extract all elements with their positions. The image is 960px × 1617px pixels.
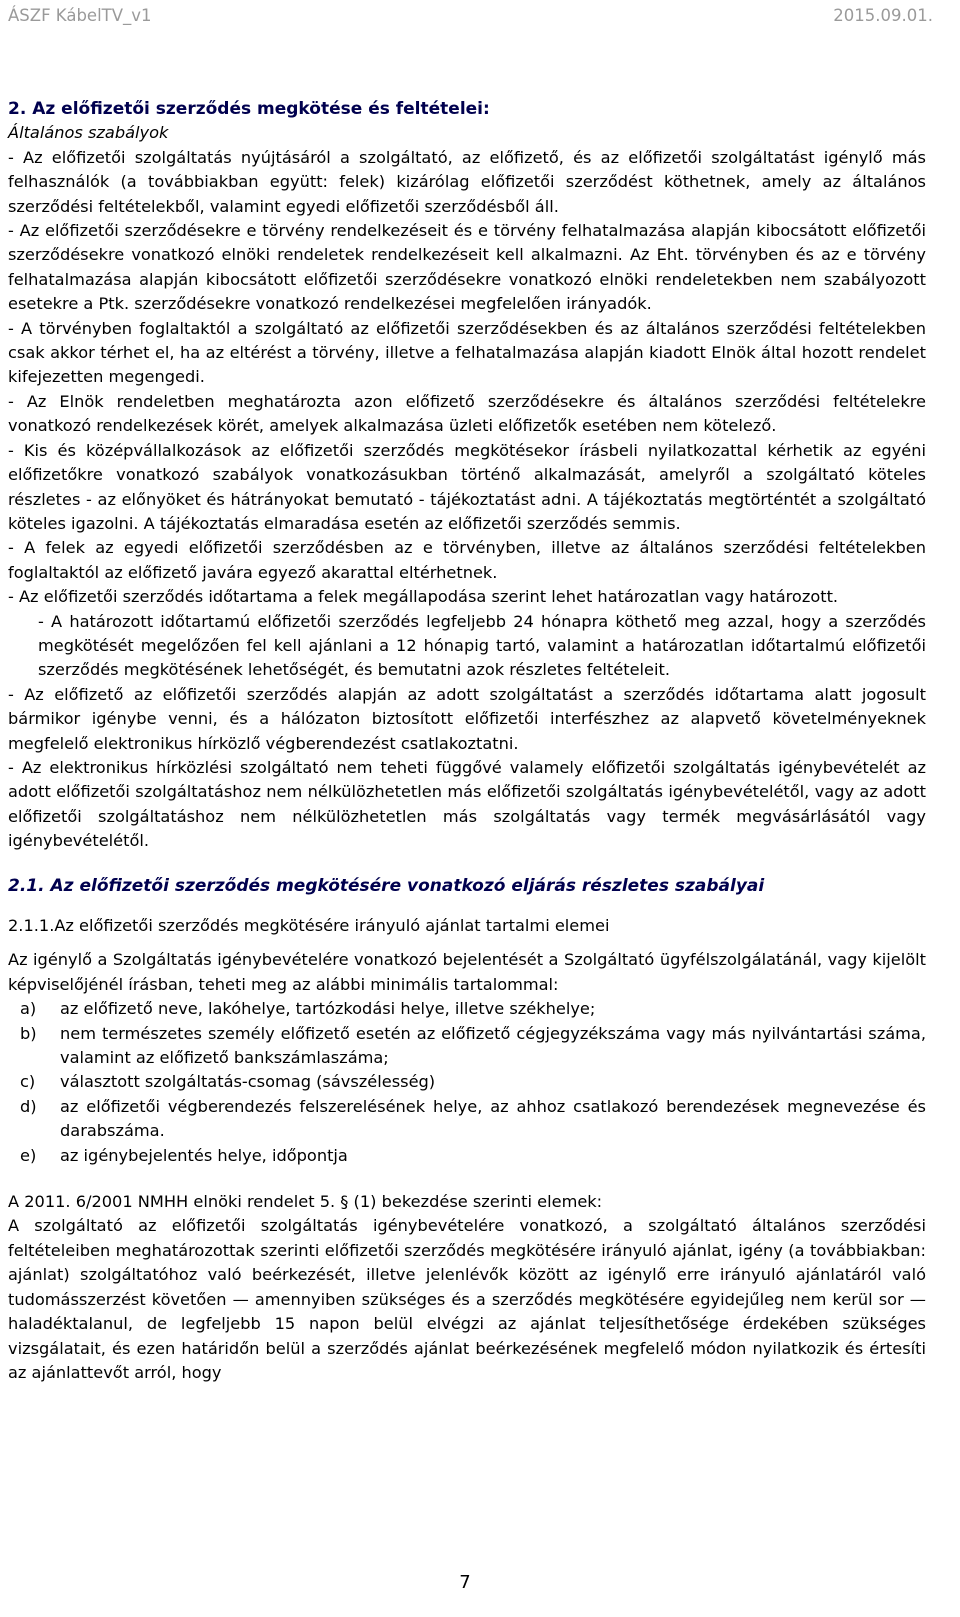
list-item-label: d) [20,1096,37,1116]
paragraph: - Kis és középvállalkozások az előfizetői szerződés megkötésekor írásbeli nyilatkozattal kérhetik az egyéni előfizetőkre vonatkozó szabályok vonatkozásukban történő alkalmazását, amelyről a szolgáltató köteles részletes - az előnyöket és hátrányokat bemutató - tájékoztatást adni. A tájékoztatás megtörténtét a szolgáltató köteles igazolni. A tájékoztatás elmaradása esetén az előfizetői szerződés semmis. [8,440,926,533]
paragraph: - Az Elnök rendeletben meghatározta azon előfizető szerződésekre és általános szerződési feltételekre vonatkozó rendelkezések körét, amelyek alkalmazása üzleti előfizetők esetében nem kötelező. [8,391,926,436]
paragraph: - Az elektronikus hírközlési szolgáltató nem teheti függővé valamely előfizetői szolgáltatás igénybevételét az adott előfizetői szolgáltatáshoz nem nélkülözhetetlen más előfizetői szolgáltatás igénybevételétől, vagy az adott előfizetői szolgáltatáshoz nem nélkülözhetetlen más szolgáltatás vagy termék megvásárlásától vagy igénybevételétől. [8,757,926,851]
paragraph: - A felek az egyedi előfizetői szerződésben az e törvényben, illetve az általános szerződési feltételekben foglaltaktól az előfizető javára egyező akarattal eltérhetnek. [8,538,926,582]
list-item [8,1144,926,1168]
indented-paragraph: - A határozott időtartamú előfizetői szerződés legfeljebb 24 hónapra köthető meg azzal, hogy a szerződés megkötését megelőzően fel kell ajánlani a 12 hónapig tartó, valamint a határozatlan időtartalmú előfizetői szerződés megkötésének lehetőségét, és bemutatni azok részletes feltételeit. [38,611,926,680]
page-number: 7 [459,1572,471,1593]
list-item-label: e) [20,1145,37,1165]
list-item [8,1070,926,1094]
header-date: 2015.09.01. [833,6,933,25]
header-doc-name: ÁSZF KábelTV_v1 [8,6,152,25]
list-item-text: az igénybejelentés helye, időpontja [60,1145,348,1165]
intro-paragraph: Az igénylő a Szolgáltatás igénybevételére vonatkozó bejelentését a Szolgáltató ügyfélszolgálatánál, vagy kijelölt képviselőjénél írásban, teheti meg az alábbi minimális tartalommal: [8,950,926,994]
list-item-text: az előfizető neve, lakóhelye, tartózkodási helye, illetve székhelye; [60,999,596,1019]
list-item-text: az előfizetői végberendezés felszerelésének helye, az ahhoz csatlakozó berendezések megnevezése és darabszáma. [60,1096,926,1141]
paragraph: - A törvényben foglaltaktól a szolgáltató az előfizetői szerződésekben és az általános szerződési feltételekben csak akkor térhet el, ha az eltérést a törvény, illetve a felhatalmazása alapján kiadott Elnök által hozott rendelet kifejezetten megengedi. [8,318,926,387]
list-item-text: választott szolgáltatás-csomag (sávszélesség) [60,1072,436,1092]
subtitle: Általános szabályok [8,123,169,143]
list-item [8,1095,926,1144]
section-2-1-title: 2.1. Az előfizetői szerződés megkötésére vonatkozó eljárás részletes szabályai [8,875,765,896]
list-item [8,1022,926,1071]
list-item-label: a) [20,999,37,1019]
paragraph: - Az előfizetői szolgáltatás nyújtásáról a szolgáltató, az előfizető, és az előfizetői szolgáltatást igénylő más felhasználók (a továbbiakban együtt: felek) kizárólag előfizetői szerződést köthetnek, amely az általános szerződési feltételekből, valamint egyedi előfizetői szerződésből áll. [8,147,926,216]
section-title: 2. Az előfizetői szerződés megkötése és feltételei: [8,99,490,119]
paragraph: - Az előfizetői szerződésekre e törvény rendelkezéseit és e törvény felhatalmazása alapján kibocsátott előfizetői szerződésekre vonatkozó elnöki rendeletek rendelkezéseit kell alkalmazni. Az Eht. törvényben és az e törvény felhatalmazása alapján kibocsátott előfizetői szerződésekre vonatkozó elnöki rendeletekben nem szabályozott esetekre a Ptk. szerződésekre vonatkozó rendelkezései megfelelően irányadók. [8,221,926,314]
paragraph: - Az előfizető az előfizetői szerződés alapján az adott szolgáltatást a szerződés időtartama alatt jogosult bármikor igénybe venni, és a hálózaton biztosított előfizetői interfészhez az alapvető követelményeknek megfelelő elektronikus hírközlő végberendezést csatlakoztatni. [8,684,926,753]
list-item-label: c) [20,1072,36,1092]
reference-line: A 2011. 6/2001 NMHH elnöki rendelet 5. § (1) bekezdése szerinti elemek: [8,1192,603,1212]
paragraph: - Az előfizetői szerződés időtartama a felek megállapodása szerint lehet határozatlan vagy határozott. [8,587,839,607]
section-2-1-1-title: 2.1.1.Az előfizetői szerződés megkötésére irányuló ajánlat tartalmi elemei [8,916,610,935]
requirements-list [8,997,926,1168]
document-body [8,97,926,1385]
final-paragraph: A szolgáltató az előfizetői szolgáltatás igénybevételére vonatkozó, a szolgáltató általános szerződési feltételeiben meghatározottak szerinti előfizetői szerződés megkötésére irányuló ajánlat, igény (a továbbiakban: ajánlat) szolgáltatóhoz való beérkezését, illetve jelenlévők között az igénylő erre irányuló ajánlatáról való tudomásszerzést követően — amennyiben szükséges és a szerződés megkötésére egyidejűleg nem kerül sor — haladéktalanul, de legfeljebb 15 napon belül elvégzi az ajánlat teljesíthetősége érdekében szükséges vizsgálatait, és ezen határidőn belül a szerződés ajánlat beérkezésének megfelelő módon nyilatkozik és értesíti az ajánlattevőt arról, hogy [8,1216,926,1382]
list-item [8,997,926,1021]
list-item-label: b) [20,1023,37,1043]
list-item-text: nem természetes személy előfizető esetén az előfizető cégjegyzékszáma vagy más nyilvántartási száma, valamint az előfizető bankszámlaszáma; [60,1023,926,1068]
